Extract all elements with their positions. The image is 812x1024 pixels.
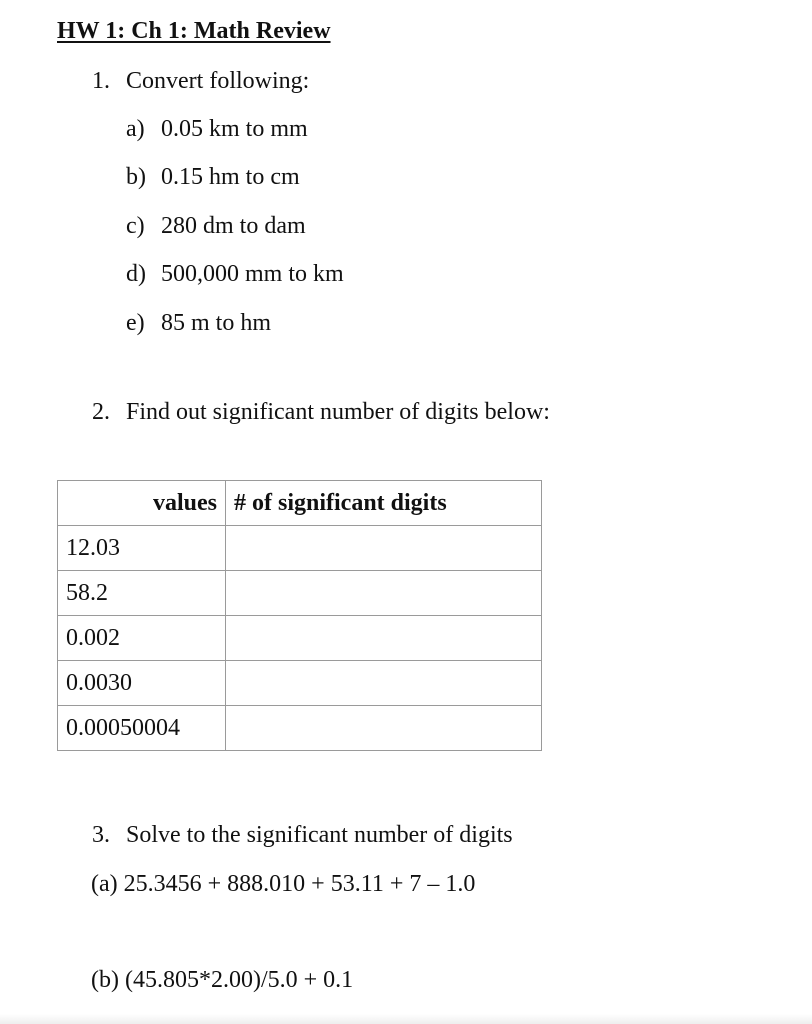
item-text: 0.05 km to mm (161, 116, 308, 142)
part-b-expression: (b) (45.805*2.00)/5.0 + 0.1 (91, 967, 354, 993)
value-cell: 58.2 (58, 571, 226, 616)
question-prompt: Convert following: (126, 68, 310, 94)
question-number: 2. (92, 399, 110, 425)
significant-digits-table (57, 480, 542, 751)
item-text: 500,000 mm to km (161, 261, 344, 287)
answer-cell (226, 526, 542, 571)
item-label: d) (126, 261, 146, 287)
answer-cell (226, 616, 542, 661)
table-row (58, 571, 542, 616)
value-cell: 0.00050004 (58, 706, 226, 751)
item-label: e) (126, 310, 145, 336)
item-label: c) (126, 213, 145, 239)
part-a-expression: (a) 25.3456 + 888.010 + 53.11 + 7 – 1.0 (91, 871, 476, 897)
list-item (126, 164, 300, 191)
list-item (126, 310, 271, 337)
question-2 (92, 399, 550, 426)
list-item (126, 261, 344, 288)
question-number: 3. (92, 822, 110, 848)
item-label: a) (126, 116, 145, 142)
item-text: 85 m to hm (161, 310, 272, 336)
list-item (126, 116, 308, 143)
answer-cell (226, 706, 542, 751)
question-prompt: Find out significant number of digits below: (126, 399, 550, 425)
item-label: b) (126, 164, 146, 190)
page-bottom-shadow (0, 1014, 812, 1024)
item-text: 280 dm to dam (161, 213, 306, 239)
value-cell: 0.0030 (58, 661, 226, 706)
answer-cell (226, 571, 542, 616)
table-row (58, 526, 542, 571)
value-cell: 0.002 (58, 616, 226, 661)
value-cell: 12.03 (58, 526, 226, 571)
question-3 (92, 822, 513, 849)
table-row (58, 616, 542, 661)
list-item (126, 213, 306, 240)
question-number: 1. (92, 68, 110, 94)
table-row (58, 706, 542, 751)
question-prompt: Solve to the significant number of digits (126, 822, 513, 848)
item-text: 0.15 hm to cm (161, 164, 300, 190)
sig-digits-header: # of significant digits (226, 481, 542, 526)
question-1 (92, 68, 309, 95)
answer-cell (226, 661, 542, 706)
table-header-row (58, 481, 542, 526)
values-header: values (58, 481, 226, 526)
table-row (58, 661, 542, 706)
page-title: HW 1: Ch 1: Math Review (57, 18, 331, 44)
